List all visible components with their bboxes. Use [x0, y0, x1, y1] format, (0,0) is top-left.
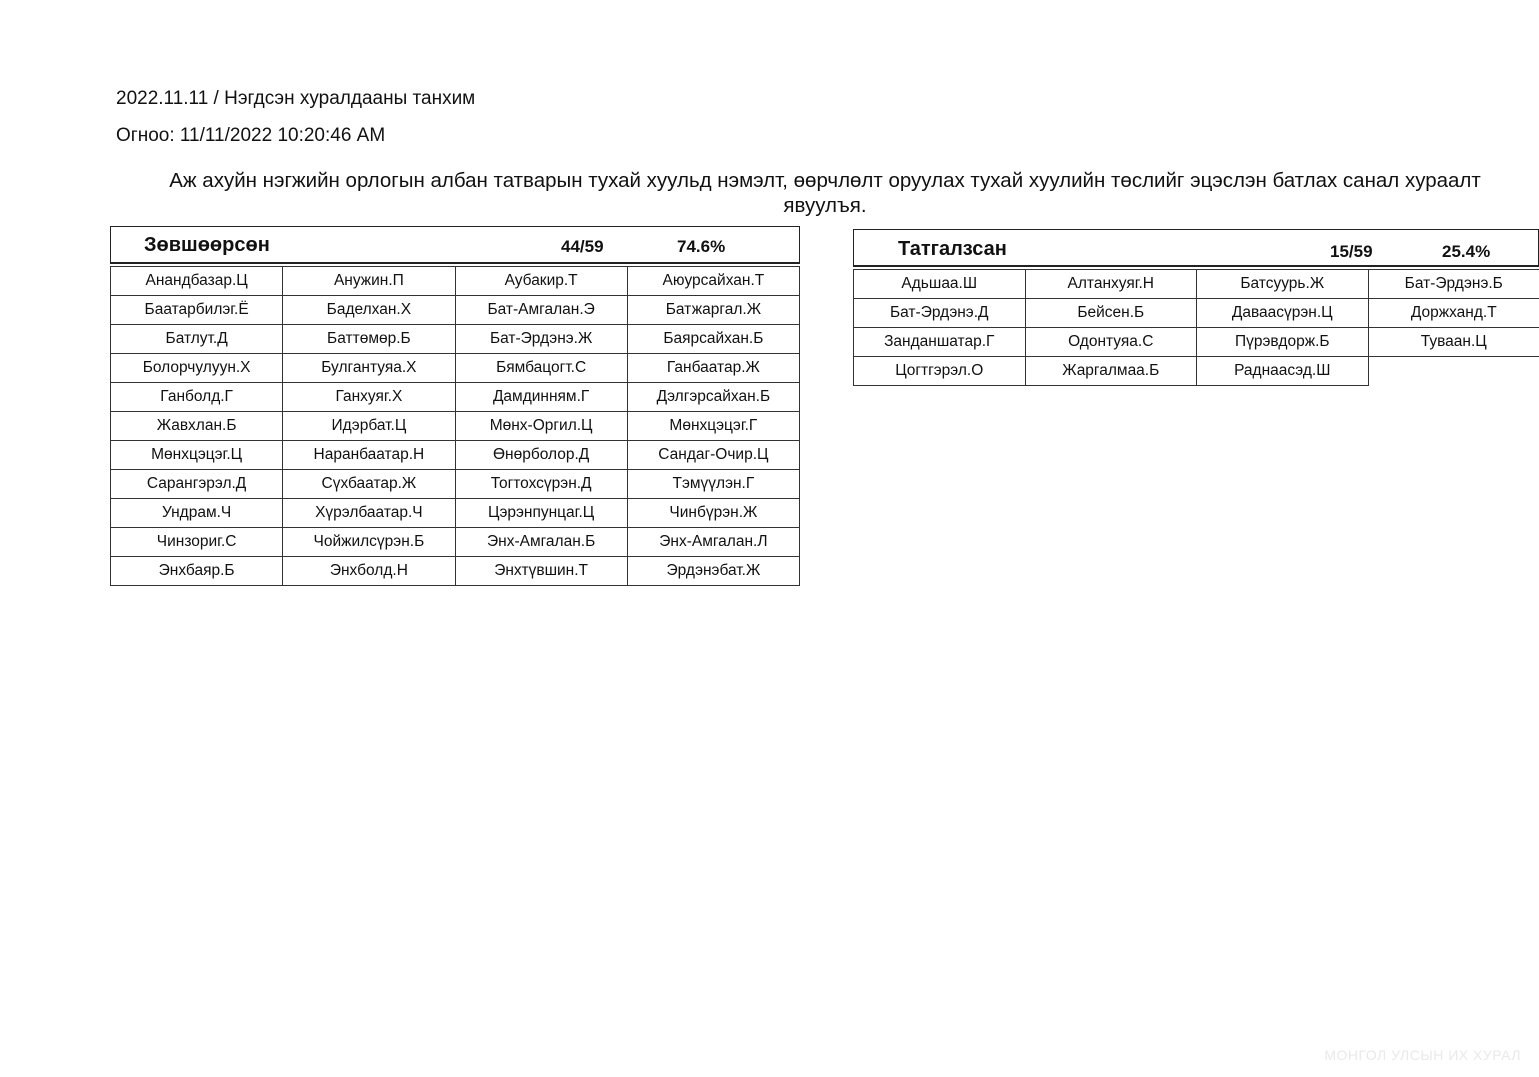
voter-name-cell: Анандбазар.Ц	[111, 267, 283, 296]
voter-name-cell: Ганболд.Г	[111, 383, 283, 412]
vote-timestamp: Огноо: 11/11/2022 10:20:46 AM	[116, 125, 386, 146]
voter-name-cell: Батжаргал.Ж	[628, 296, 800, 325]
voter-name-cell: Баярсайхан.Б	[628, 325, 800, 354]
voter-name-cell: Сандаг-Очир.Ц	[628, 441, 800, 470]
voter-name-cell: Дамдинням.Г	[456, 383, 628, 412]
approved-header	[110, 226, 800, 264]
voter-name-cell: Раднаасэд.Ш	[1197, 357, 1369, 386]
rejected-header	[853, 229, 1539, 267]
voter-name-cell: Энхболд.Н	[283, 557, 455, 586]
rejected-panel	[853, 229, 1539, 386]
voter-name-cell: Алтанхуяг.Н	[1026, 270, 1198, 299]
voter-name-cell: Тогтохсүрэн.Д	[456, 470, 628, 499]
voter-name-cell: Энх-Амгалан.Л	[628, 528, 800, 557]
voter-name-cell: Хүрэлбаатар.Ч	[283, 499, 455, 528]
voter-name-cell: Бямбацогт.С	[456, 354, 628, 383]
voter-name-cell: Анужин.П	[283, 267, 455, 296]
voter-name-cell: Ундрам.Ч	[111, 499, 283, 528]
voter-name-cell: Идэрбат.Ц	[283, 412, 455, 441]
voter-name-cell: Доржханд.Т	[1369, 299, 1539, 328]
voter-name-cell: Баделхан.Х	[283, 296, 455, 325]
voter-name-cell: Энхтүвшин.Т	[456, 557, 628, 586]
voter-name-cell: Батсуурь.Ж	[1197, 270, 1369, 299]
voter-name-cell: Бат-Эрдэнэ.Б	[1369, 270, 1539, 299]
voter-name-cell: Мөнх-Оргил.Ц	[456, 412, 628, 441]
vote-title: Аж ахуйн нэгжийн орлогын албан татварын тухай хуульд нэмэлт, өөрчлөлт оруулах тухай хуулийн төслийг эцэслэн батлах санал хураалт явуулъя.	[169, 169, 1481, 217]
voter-name-cell: Мөнхцэцэг.Ц	[111, 441, 283, 470]
voter-name-cell: Ганхуяг.Х	[283, 383, 455, 412]
voter-name-cell: Энхбаяр.Б	[111, 557, 283, 586]
voter-name-cell: Туваан.Ц	[1369, 328, 1539, 357]
voter-name-cell: Батлут.Д	[111, 325, 283, 354]
voter-name-cell: Эрдэнэбат.Ж	[628, 557, 800, 586]
voter-name-cell: Жавхлан.Б	[111, 412, 283, 441]
voter-name-cell: Адьшаа.Ш	[854, 270, 1026, 299]
voter-name-cell: Бат-Амгалан.Э	[456, 296, 628, 325]
approved-panel	[110, 226, 800, 586]
voter-name-cell: Дэлгэрсайхан.Б	[628, 383, 800, 412]
voter-name-cell: Даваасүрэн.Ц	[1197, 299, 1369, 328]
voter-name-cell: Баттөмөр.Б	[283, 325, 455, 354]
voter-name-cell: Чинбүрэн.Ж	[628, 499, 800, 528]
voter-name-cell: Болорчулуун.Х	[111, 354, 283, 383]
voter-name-cell: Цэрэнпунцаг.Ц	[456, 499, 628, 528]
voter-name-cell: Наранбаатар.Н	[283, 441, 455, 470]
voter-name-cell: Одонтуяа.С	[1026, 328, 1198, 357]
voter-name-cell: Сүхбаатар.Ж	[283, 470, 455, 499]
approved-count: 44/59	[561, 237, 604, 256]
voter-name-cell: Өнөрболор.Д	[456, 441, 628, 470]
rejected-count: 15/59	[1330, 242, 1373, 261]
voter-name-cell: Чойжилсүрэн.Б	[283, 528, 455, 557]
voter-name-cell: Пүрэвдорж.Б	[1197, 328, 1369, 357]
watermark-stamp: МОНГОЛ УЛСЫН ИХ ХУРАЛ	[1324, 1047, 1521, 1063]
approved-label: Зөвшөөрсөн	[144, 234, 270, 256]
voter-name-cell: Бейсен.Б	[1026, 299, 1198, 328]
voter-name-cell: Тэмүүлэн.Г	[628, 470, 800, 499]
approved-names-table	[110, 266, 800, 586]
rejected-label: Татгалзсан	[898, 238, 1007, 260]
session-date-location: 2022.11.11 / Нэгдсэн хуралдааны танхим	[116, 88, 476, 109]
voter-name-cell: Бат-Эрдэнэ.Д	[854, 299, 1026, 328]
voter-name-cell: Бат-Эрдэнэ.Ж	[456, 325, 628, 354]
voter-name-cell: Чинзориг.С	[111, 528, 283, 557]
voter-name-cell: Булгантуяа.Х	[283, 354, 455, 383]
voter-name-cell: Ганбаатар.Ж	[628, 354, 800, 383]
voter-name-cell: Аубакир.Т	[456, 267, 628, 296]
voter-name-cell: Аюурсайхан.Т	[628, 267, 800, 296]
voter-name-cell: Сарангэрэл.Д	[111, 470, 283, 499]
voter-name-cell: Баатарбилэг.Ё	[111, 296, 283, 325]
rejected-percent: 25.4%	[1442, 242, 1491, 261]
voter-name-cell: Занданшатар.Г	[854, 328, 1026, 357]
rejected-names-table	[853, 269, 1539, 386]
voter-name-cell: Мөнхцэцэг.Г	[628, 412, 800, 441]
voter-name-cell: Цогтгэрэл.О	[854, 357, 1026, 386]
approved-percent: 74.6%	[677, 237, 726, 256]
voter-name-cell: Жаргалмаа.Б	[1026, 357, 1198, 386]
voter-name-cell: Энх-Амгалан.Б	[456, 528, 628, 557]
